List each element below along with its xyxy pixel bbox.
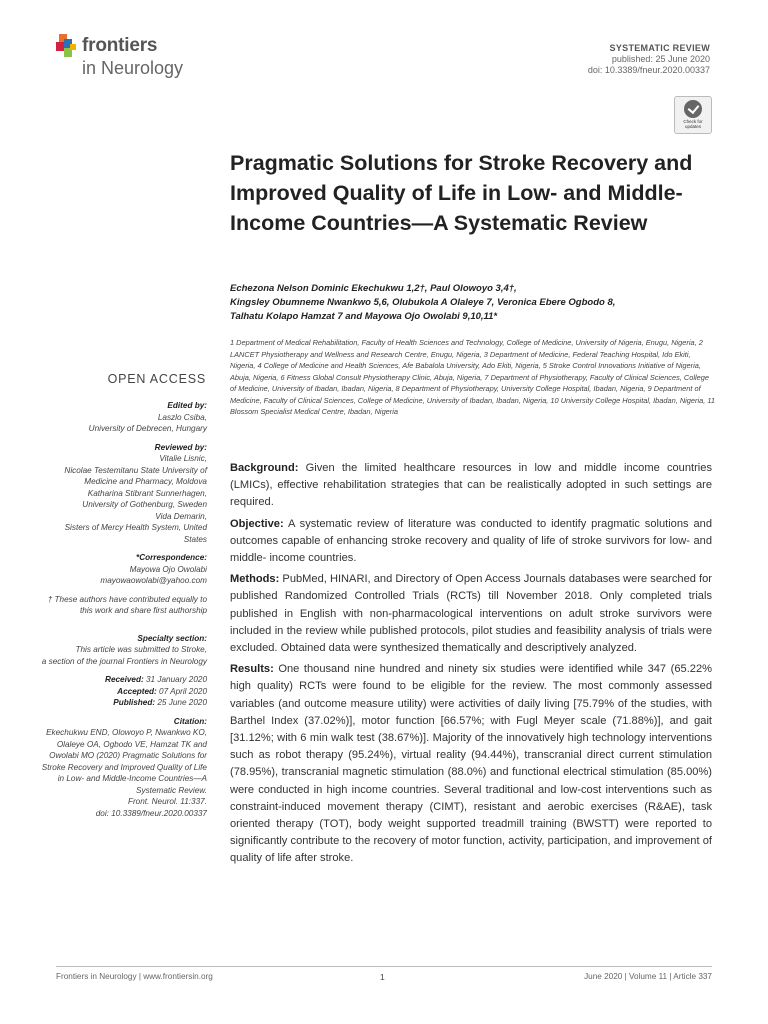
article-meta bbox=[588, 42, 710, 76]
contribution-note: † These authors have contributed equally to this work and share first authorship bbox=[47, 594, 207, 615]
frontiers-logo-icon bbox=[56, 34, 78, 60]
correspondence-name: Mayowa Ojo Owolabi bbox=[129, 564, 207, 574]
received-label: Received: bbox=[105, 675, 144, 684]
methods-text: PubMed, HINARI, and Directory of Open Access Journals databases were searched for published Randomized Controlled Trials (RCTs) till November 2018. Only completed trials published in English with non-pharmacological interventions on adult stroke survivors were included in the review while published protocols, pilot studies and feasibility analysis of trials were excluded. Obtained data were synthesized thematically and descriptively analyzed. bbox=[230, 573, 712, 655]
check-icon bbox=[684, 100, 702, 118]
specialty-label: Specialty section: bbox=[137, 633, 207, 643]
article-type: SYSTEMATIC REVIEW bbox=[609, 43, 710, 53]
citation-label: Citation: bbox=[173, 716, 207, 726]
author-list bbox=[230, 282, 710, 324]
reviewer-affiliation: Nicolae Testemitanu State University of Medicine and Pharmacy, Moldova bbox=[64, 465, 207, 486]
published-date: published: 25 June 2020 bbox=[611, 54, 710, 64]
edited-by-label: Edited by: bbox=[167, 401, 207, 410]
citation-text: Ekechukwu END, Olowoyo P, Nwankwo KO, Olaleye OA, Ogbodo VE, Hamzat TK and Owolabi MO (2020) Pragmatic Solutions for Stroke Recovery and Improved Quality of Life in Low- and Middle-Income Countries—A Systematic Review. bbox=[41, 728, 207, 795]
edited-by-block bbox=[40, 400, 207, 435]
correspondence-block bbox=[40, 552, 207, 587]
author-line: Echezona Nelson Dominic Ekechukwu 1,2†, Paul Olowoyo 3,4†, bbox=[230, 283, 517, 294]
background-label: Background: bbox=[230, 462, 299, 474]
reviewer-name: Katharina Stibrant Sunnerhagen, bbox=[87, 488, 207, 498]
background-text: Given the limited healthcare resources in low and middle income countries (LMICs), effective rehabilitation strategies that can be realistically adopted in such settings are required. bbox=[230, 462, 712, 509]
citation-doi[interactable]: doi: 10.3389/fneur.2020.00337 bbox=[95, 808, 207, 818]
affiliations: 1 Department of Medical Rehabilitation, Faculty of Health Sciences and Technology, College of Medicine, University of Nigeria, Enugu, Nigeria, 2 LANCET Physiotherapy and Wellness and Research Centre, Enugu, Nigeria, 3 Department of Medicine, Federal Teaching Hospital, Ido Ekiti, Nigeria, 4 College of Medicine and Health Sciences, Afe Babalola University, Ado Ekiti, Nigeria, 5 Stroke Control Innovations Initiative of Nigeria, Abuja, Nigeria, 6 Fitness Global Consult Physiotherapy Clinic, Abuja, Nigeria, 7 Department of Physiotherapy, Faculty of Clinical Sciences, College of Medicine, University of Ibadan, Ibadan, Nigeria, 8 Department of Physiotherapy, University College Hospital, Ibadan, Nigeria, 9 Department of Medicine, Faculty of Clinical Sciences, College of Medicine, University of Ibadan, Ibadan, Nigeria, 10 University College Hospital, Ibadan, Nigeria, 11 Blossom Specialist Medical Centre, Ibadan, Nigeria bbox=[230, 338, 716, 416]
article-sidebar bbox=[40, 400, 207, 826]
reviewed-by-label: Reviewed by: bbox=[154, 442, 207, 452]
journal-subtitle: in Neurology bbox=[82, 58, 184, 78]
abstract bbox=[230, 460, 712, 872]
badge-line1: Check for bbox=[683, 119, 703, 124]
results-label: Results: bbox=[230, 663, 274, 676]
citation-block bbox=[40, 716, 207, 820]
check-for-updates-badge[interactable] bbox=[674, 96, 712, 134]
published-label: Published: bbox=[113, 698, 156, 707]
received-date: 31 January 2020 bbox=[146, 675, 207, 684]
results-text: One thousand nine hundred and ninety six studies were identified while 347 (65.22% high quality) RCTs were found to be eligible for the review. The most commonly assessed variables (and outcome measure utility) were activities of daily living [75.79% of the studies, with Barthel Index (37.02%)], motor function [66.57%; with Fugl Meyer scale (71.88%)], and gait [31.12%; with 6 min walk test (38.67%)]. Majority of the innovatively high technology interventions such as robot therapy (95.24%), virtual reality (94.44%), transcranial direct current stimulation (78.95%), transcranial magnetic stimulation (88.0%) and functional electrical stimulation (85.00%) were conducted in high income countries. Several traditional and low-cost interventions such as constraint-induced movement therapy (CIMT), resistant and aerobic exercises (R&AE), task oriented therapy (TOT), body weight supported treadmill training (BWSTT) were reported to significantly contribute to the recovery of motor function, activity, participation, and improvement of quality of life after stroke. bbox=[230, 663, 712, 865]
footer-journal-link[interactable]: Frontiers in Neurology | www.frontiersin.org bbox=[56, 972, 213, 981]
reviewer-affiliation: Sisters of Mercy Health System, United States bbox=[64, 523, 207, 544]
article-title: Pragmatic Solutions for Stroke Recovery and Improved Quality of Life in Low- and Middle-Income Countries—A Systematic Review bbox=[230, 151, 693, 235]
author-line: Talhatu Kolapo Hamzat 7 and Mayowa Ojo Owolabi 9,10,11* bbox=[230, 311, 498, 322]
abstract-objective bbox=[230, 516, 712, 568]
editor-affiliation: University of Debrecen, Hungary bbox=[88, 424, 207, 433]
objective-label: Objective: bbox=[230, 517, 284, 530]
author-line: Kingsley Obumneme Nwankwo 5,6, Olubukola A Olaleye 7, Veronica Ebere Ogbodo 8, bbox=[230, 297, 616, 308]
correspondence-email[interactable]: mayowaowolabi@yahoo.com bbox=[100, 576, 207, 585]
specialty-block bbox=[40, 633, 207, 668]
specialty-text: This article was submitted to Stroke, bbox=[75, 645, 207, 654]
correspondence-label: *Correspondence: bbox=[136, 553, 207, 562]
objective-text: A systematic review of literature was conducted to identify pragmatic solutions and outcomes capable of enhancing stroke recovery and quality of life of stroke survivors for low- and middle- income countries. bbox=[230, 517, 712, 565]
accepted-label: Accepted: bbox=[117, 686, 157, 696]
reviewer-affiliation: University of Gothenburg, Sweden bbox=[82, 500, 207, 509]
specialty-text: a section of the journal Frontiers in Neurology bbox=[41, 656, 207, 666]
open-access-label: OPEN ACCESS bbox=[107, 372, 206, 386]
page-number: 1 bbox=[380, 972, 385, 982]
abstract-methods bbox=[230, 571, 712, 657]
reviewed-by-block bbox=[40, 442, 207, 546]
footer-divider bbox=[56, 966, 712, 967]
doi-link[interactable]: doi: 10.3389/fneur.2020.00337 bbox=[587, 65, 710, 75]
journal-brand: frontiers bbox=[82, 35, 158, 56]
abstract-results bbox=[230, 661, 712, 867]
citation-journal: Front. Neurol. 11:337. bbox=[127, 797, 207, 806]
reviewer-name: Vida Demarin, bbox=[155, 511, 207, 521]
abstract-background bbox=[230, 460, 712, 512]
journal-logo[interactable] bbox=[56, 32, 256, 82]
badge-line2: updates bbox=[684, 124, 701, 129]
reviewer-name: Vitalie Lisnic, bbox=[159, 454, 207, 463]
methods-label: Methods: bbox=[230, 573, 280, 586]
editor-name: Laszlo Csiba, bbox=[157, 412, 207, 422]
dates-block bbox=[40, 674, 207, 709]
published-date-side: 25 June 2020 bbox=[157, 698, 207, 707]
footer-issue-info: June 2020 | Volume 11 | Article 337 bbox=[584, 972, 712, 981]
accepted-date: 07 April 2020 bbox=[159, 686, 207, 696]
